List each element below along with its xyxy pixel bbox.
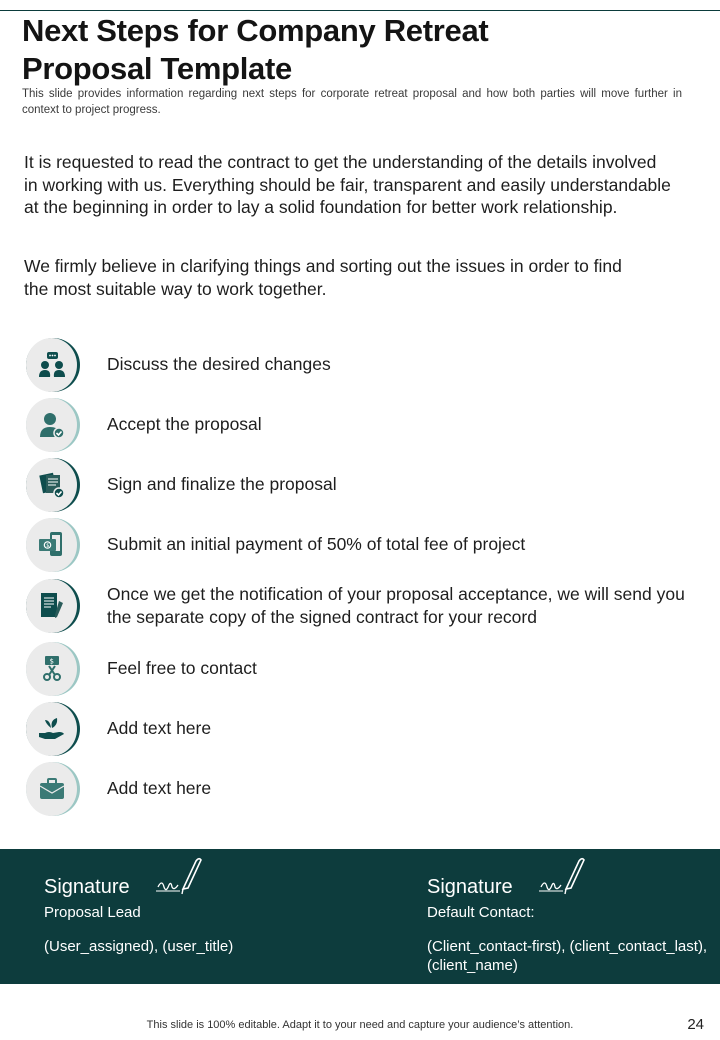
signature-pen-icon — [156, 855, 206, 897]
subtitle: This slide provides information regarding next steps for corporate retreat proposal and how both parties will move further in context to project progress. — [22, 88, 682, 116]
top-rule — [0, 10, 720, 11]
svg-text:$: $ — [49, 657, 54, 666]
signature-title: Signature — [427, 876, 513, 898]
title-line-1: Next Steps for Company Retreat — [22, 13, 489, 48]
contract-pen-icon — [37, 591, 67, 621]
discussion-icon — [37, 350, 67, 380]
step-icon-disc — [26, 338, 77, 392]
step-icon-disc — [26, 762, 77, 816]
signature-block-right — [427, 849, 717, 984]
payment-icon — [37, 530, 67, 560]
signature-pen-icon — [539, 855, 589, 897]
signature-title: Signature — [44, 876, 130, 898]
intro-paragraph-2: We firmly believe in clarifying things and sorting out the issues in order to find the most suitable way to work together. — [24, 256, 622, 299]
step-label: Once we get the notification of your proposal acceptance, we will send you the separate copy of the signed contract for your record — [107, 584, 685, 627]
step-item — [26, 642, 706, 696]
step-icon-disc — [26, 398, 77, 452]
step-label: Sign and finalize the proposal — [107, 474, 337, 494]
user-check-icon — [37, 410, 67, 440]
briefcase-icon — [37, 774, 67, 804]
signature-role: Proposal Lead — [44, 904, 141, 921]
step-item — [26, 762, 706, 816]
step-item — [26, 518, 706, 572]
intro-paragraph-1: It is requested to read the contract to get the understanding of the details involved in working with us. Everything should be fair, transparent and easily understandable at the beginning in order to lay a solid foundation for better work relationship. — [24, 152, 671, 217]
money-scissors-icon — [37, 654, 67, 684]
signature-band — [0, 849, 720, 984]
step-item — [26, 579, 706, 633]
signed-documents-icon — [37, 470, 67, 500]
step-label: Feel free to contact — [107, 658, 257, 678]
signature-info: (User_assigned), (user_title) — [44, 938, 234, 955]
title-line-2: Proposal Template — [22, 51, 292, 86]
page-number: 24 — [687, 1016, 704, 1033]
step-icon-disc — [26, 518, 77, 572]
step-icon-disc — [26, 642, 77, 696]
step-item — [26, 338, 706, 392]
step-item — [26, 398, 706, 452]
step-item — [26, 702, 706, 756]
footer-note: This slide is 100% editable. Adapt it to your need and capture your audience’s attention. — [146, 1019, 574, 1031]
signature-info: (Client_contact-first), (client_contact_last), (client_name) — [427, 938, 708, 974]
hand-plant-icon — [37, 714, 67, 744]
signature-block-left — [44, 849, 374, 984]
step-icon-disc — [26, 702, 77, 756]
step-icon-disc — [26, 458, 77, 512]
step-icon-disc — [26, 579, 77, 633]
step-label: Discuss the desired changes — [107, 354, 331, 374]
step-label: Accept the proposal — [107, 414, 262, 434]
step-label: Add text here — [107, 778, 212, 798]
svg-text:$: $ — [46, 543, 50, 549]
step-label: Add text here — [107, 718, 212, 738]
step-item — [26, 458, 706, 512]
step-label: Submit an initial payment of 50% of total fee of project — [107, 534, 526, 554]
signature-role: Default Contact: — [427, 904, 535, 921]
page-title — [22, 12, 662, 88]
